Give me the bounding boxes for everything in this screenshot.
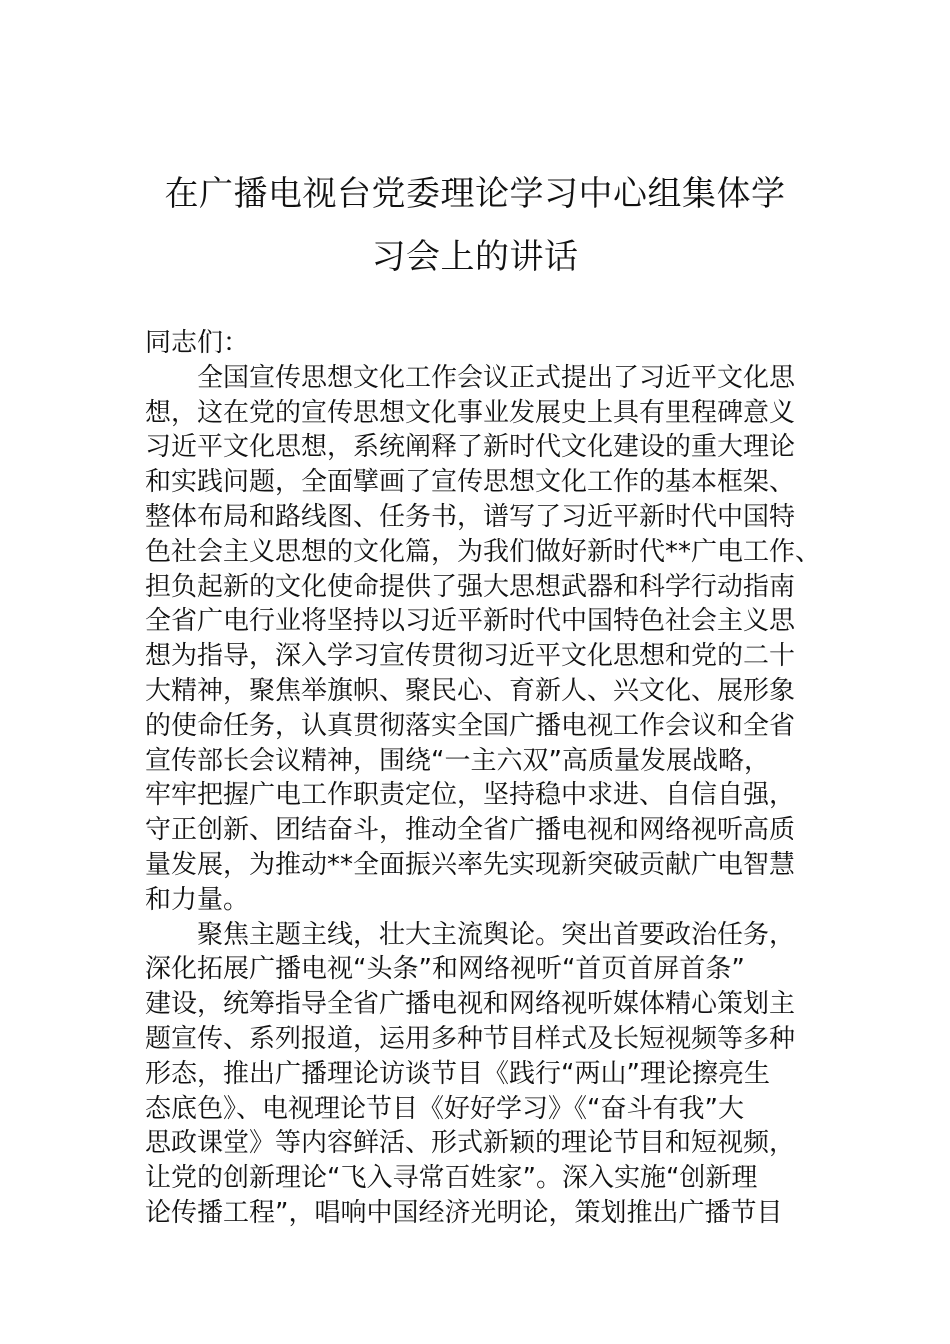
text-line: 思政课堂》等内容鲜活、形式新颖的理论节目和短视频， bbox=[145, 1128, 796, 1159]
title-line: 在广播电视台党委理论学习中心组集体学 bbox=[164, 174, 786, 214]
text-line: 习近平文化思想，系统阐释了新时代文化建设的重大理论 bbox=[145, 432, 796, 463]
text-line: 深化拓展广播电视“头条”和网络视听“首页首屏首条” bbox=[145, 954, 745, 985]
text-line: 牢牢把握广电工作职责定位，坚持稳中求进、自信自强， bbox=[145, 780, 796, 811]
document-body bbox=[145, 326, 822, 1231]
text-line: 全省广电行业将坚持以习近平新时代中国特色社会主义思 bbox=[145, 606, 796, 637]
text-line: 大精神，聚焦举旗帜、聚民心、育新人、兴文化、展形象 bbox=[145, 675, 796, 706]
text-line: 色社会主义思想的文化篇，为我们做好新时代**广电工作、 bbox=[145, 536, 822, 567]
text-line: 题宣传、系列报道，运用多种节目样式及长短视频等多种 bbox=[145, 1023, 796, 1054]
paragraph-1 bbox=[145, 361, 822, 918]
text-line: 想为指导，深入学习宣传贯彻习近平文化思想和党的二十 bbox=[145, 641, 796, 672]
text-line: 形态，推出广播理论访谈节目《践行“两山”理论擦亮生 bbox=[145, 1058, 770, 1089]
text-line: 和实践问题，全面擘画了宣传思想文化工作的基本框架、 bbox=[145, 467, 796, 498]
text-line: 量发展，为推动**全面振兴率先实现新突破贡献广电智慧 bbox=[145, 849, 796, 880]
salutation: 同志们： bbox=[145, 328, 250, 358]
text-line: 让党的创新理论“飞入寻常百姓家”。深入实施“创新理 bbox=[145, 1163, 758, 1194]
document-title bbox=[150, 163, 800, 289]
text-line: 整体布局和路线图、任务书，谱写了习近平新时代中国特 bbox=[145, 501, 796, 532]
text-line: 担负起新的文化使命提供了强大思想武器和科学行动指南 bbox=[145, 571, 796, 602]
text-line: 论传播工程”，唱响中国经济光明论，策划推出广播节目 bbox=[145, 1197, 783, 1228]
title-line: 习会上的讲话 bbox=[371, 237, 579, 277]
text-line: 全国宣传思想文化工作会议正式提出了习近平文化思 bbox=[197, 362, 796, 393]
text-line: 建设，统筹指导全省广播电视和网络视听媒体精心策划主 bbox=[145, 989, 796, 1020]
text-line: 宣传部长会议精神，围绕“一主六双”高质量发展战略， bbox=[145, 745, 770, 776]
text-line: 和力量。 bbox=[145, 884, 250, 915]
text-line: 想，这在党的宣传思想文化事业发展史上具有里程碑意义 bbox=[145, 397, 796, 428]
text-line: 的使命任务，认真贯彻落实全国广播电视工作会议和全省 bbox=[145, 710, 796, 741]
text-line: 态底色》、电视理论节目《好好学习》《“奋斗有我”大 bbox=[145, 1093, 744, 1124]
paragraph-2 bbox=[145, 918, 815, 1231]
text-line: 聚焦主题主线，壮大主流舆论。突出首要政治任务， bbox=[197, 919, 796, 950]
text-line: 守正创新、团结奋斗，推动全省广播电视和网络视听高质 bbox=[145, 815, 796, 846]
